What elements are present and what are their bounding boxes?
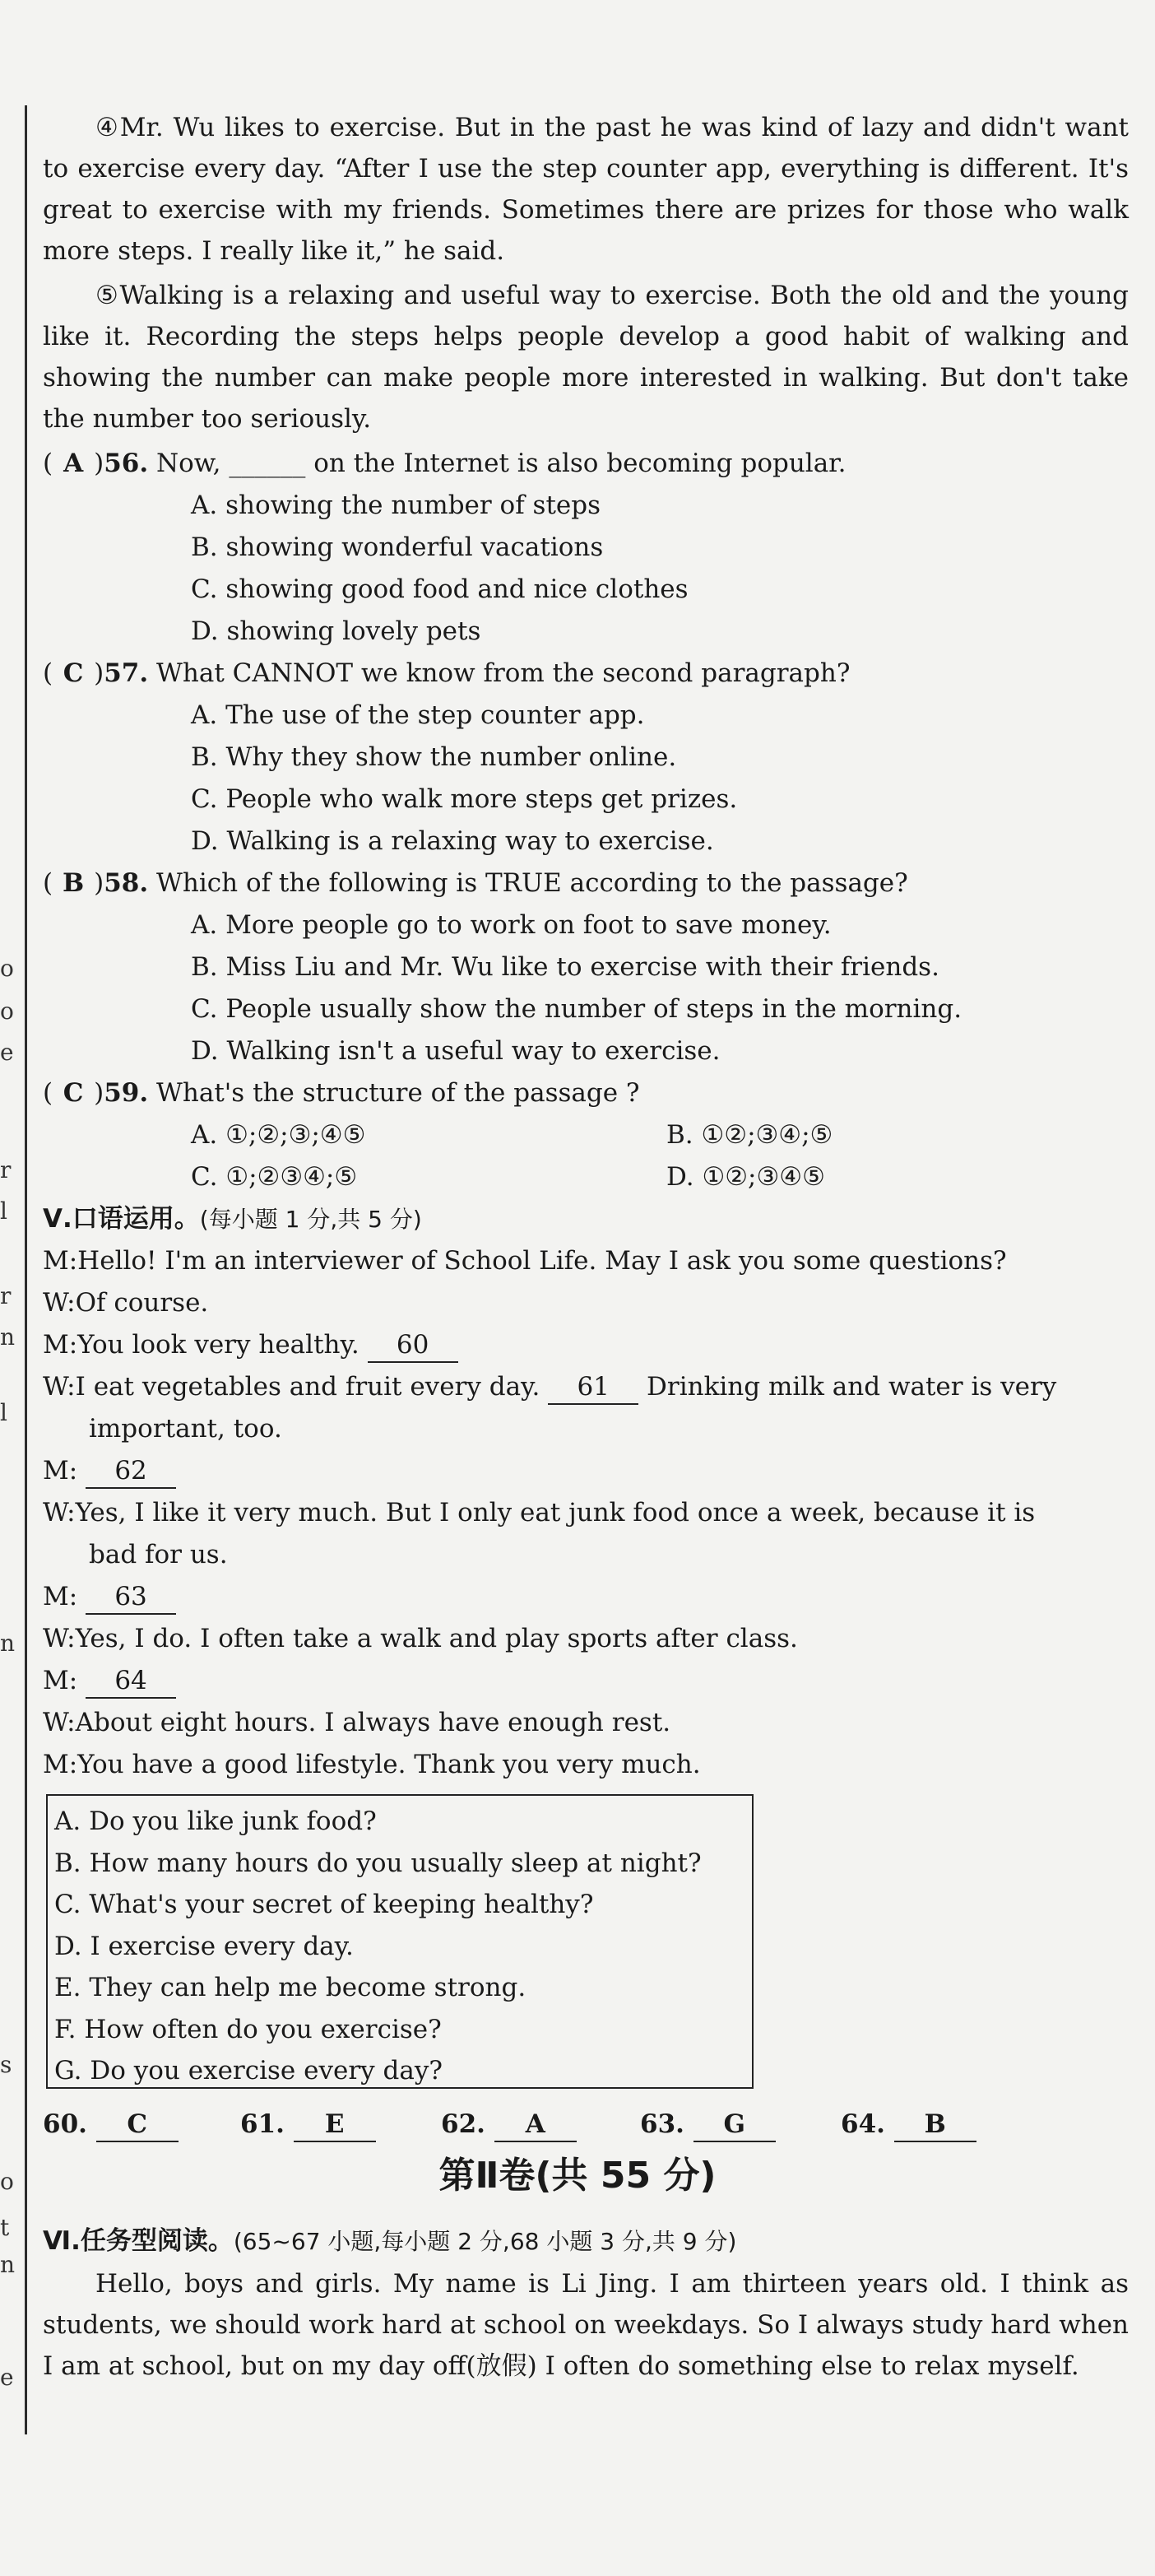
speaker: M: bbox=[43, 1582, 78, 1611]
section-note: (65~67 小题,每小题 2 分,68 小题 3 分,共 9 分) bbox=[233, 2228, 737, 2255]
margin-fragment: o bbox=[0, 997, 14, 1025]
option: C. ①;②③④;⑤ bbox=[191, 1162, 358, 1192]
box-option: E. They can help me become strong. bbox=[54, 1973, 526, 2002]
answer-64 bbox=[841, 2104, 976, 2145]
blank-61: 61 bbox=[548, 1370, 638, 1405]
option: A. More people go to work on foot to save money. bbox=[191, 910, 832, 940]
margin-fragment: n bbox=[0, 1323, 16, 1351]
dialogue-line bbox=[43, 1324, 458, 1365]
box-option: G. Do you exercise every day? bbox=[54, 2056, 443, 2085]
option: A. showing the number of steps bbox=[191, 491, 601, 520]
margin-fragment: n bbox=[0, 1630, 16, 1657]
dialogue-line: W:Yes, I do. I often take a walk and play sports after class. bbox=[43, 1624, 798, 1653]
answer-61 bbox=[240, 2104, 376, 2145]
answer-60 bbox=[43, 2104, 179, 2145]
answer-number: 63. bbox=[640, 2109, 684, 2139]
answer-value: G bbox=[693, 2108, 776, 2142]
question-number: 57. bbox=[104, 658, 149, 688]
section-title: Ⅵ.任务型阅读。 bbox=[43, 2226, 234, 2256]
answer-mark: C bbox=[63, 658, 84, 688]
answer-62 bbox=[441, 2104, 577, 2145]
dialogue-line: important, too. bbox=[89, 1414, 282, 1444]
box-option: F. How often do you exercise? bbox=[54, 2014, 442, 2044]
margin-fragment: e bbox=[0, 2364, 14, 2391]
option: B. Why they show the number online. bbox=[191, 742, 677, 772]
dialogue-line: W:About eight hours. I always have enough rest. bbox=[43, 1708, 671, 1737]
option: D. ①②;③④⑤ bbox=[666, 1162, 825, 1192]
answer-number: 64. bbox=[841, 2109, 885, 2139]
dialogue-line bbox=[43, 1366, 1056, 1407]
option: D. showing lovely pets bbox=[191, 616, 481, 646]
margin-fragment: l bbox=[0, 1197, 7, 1225]
answer-value: E bbox=[294, 2108, 376, 2142]
dialogue-text: W:I eat vegetables and fruit every day. bbox=[43, 1372, 540, 1402]
option: A. The use of the step counter app. bbox=[191, 700, 645, 730]
dialogue-line bbox=[43, 1576, 176, 1617]
question-number: 58. bbox=[104, 868, 149, 898]
box-option: A. Do you like junk food? bbox=[54, 1806, 377, 1836]
blank-62: 62 bbox=[86, 1454, 176, 1489]
dialogue-line: W:Yes, I like it very much. But I only eat junk food once a week, because it is bbox=[43, 1498, 1036, 1527]
reading-passage: Hello, boys and girls. My name is Li Jing. I am thirteen years old. I think as students, we should work hard at school on weekdays. So I always study hard when I am at school, but on my day off(放假) I often do something else to relax myself. bbox=[43, 2269, 1129, 2381]
dialogue-line bbox=[43, 1450, 176, 1491]
answer-mark: C bbox=[63, 1078, 84, 1108]
answer-mark: B bbox=[63, 868, 85, 898]
option: D. Walking is a relaxing way to exercise. bbox=[191, 826, 714, 856]
question-stem: What CANNOT we know from the second paragraph? bbox=[156, 658, 851, 688]
option: D. Walking isn't a useful way to exercise. bbox=[191, 1036, 721, 1066]
box-option: B. How many hours do you usually sleep at night? bbox=[54, 1848, 702, 1878]
margin-fragment: r bbox=[0, 1282, 12, 1309]
dialogue-line: bad for us. bbox=[89, 1540, 228, 1569]
margin-fragment: n bbox=[0, 2251, 16, 2278]
answer-value: B bbox=[894, 2108, 976, 2142]
question-number: 56. bbox=[104, 449, 149, 478]
question-57: ( C )57. What CANNOT we know from the second paragraph? bbox=[43, 653, 850, 694]
answer-value: C bbox=[96, 2108, 179, 2142]
answer-number: 60. bbox=[43, 2109, 87, 2139]
options-box bbox=[46, 1794, 754, 2089]
answer-number: 61. bbox=[240, 2109, 285, 2139]
option: B. showing wonderful vacations bbox=[191, 532, 604, 562]
question-stem: Which of the following is TRUE according to the passage? bbox=[156, 868, 908, 898]
option: C. People usually show the number of steps in the morning. bbox=[191, 994, 962, 1024]
question-56: ( A )56. Now, ______ on the Internet is also becoming popular. bbox=[43, 443, 846, 484]
margin-fragment: o bbox=[0, 955, 14, 982]
answer-number: 62. bbox=[441, 2109, 485, 2139]
question-stem: What's the structure of the passage ? bbox=[156, 1078, 640, 1108]
blank-63: 63 bbox=[86, 1580, 176, 1615]
dialogue-line: M:You have a good lifestyle. Thank you very much. bbox=[43, 1750, 701, 1779]
dialogue-text: Drinking milk and water is very bbox=[647, 1372, 1057, 1402]
section-note: (每小题 1 分,共 5 分) bbox=[199, 1206, 422, 1233]
answer-mark: A bbox=[63, 449, 84, 478]
margin-fragment: t bbox=[0, 2214, 10, 2241]
option: B. ①②;③④;⑤ bbox=[666, 1120, 833, 1150]
part-2-heading: 第Ⅱ卷(共 55 分) bbox=[438, 2155, 717, 2197]
dialogue-line: W:Of course. bbox=[43, 1288, 209, 1318]
passage-paragraph-5: ⑤Walking is a relaxing and useful way to exercise. Both the old and the young like it. Recording the steps helps people develop a good habit of walking and showing the number can make people more interested in walking. But don't take the number too seriously. bbox=[43, 281, 1129, 434]
speaker: M: bbox=[43, 1456, 78, 1486]
box-option: D. I exercise every day. bbox=[54, 1931, 354, 1961]
question-number: 59. bbox=[104, 1078, 149, 1108]
margin-fragment: e bbox=[0, 1039, 14, 1066]
question-59: ( C )59. What's the structure of the passage ? bbox=[43, 1072, 640, 1114]
question-58: ( B )58. Which of the following is TRUE according to the passage? bbox=[43, 863, 908, 904]
blank-64: 64 bbox=[86, 1664, 176, 1699]
margin-rule bbox=[25, 105, 27, 2434]
option: B. Miss Liu and Mr. Wu like to exercise with their friends. bbox=[191, 952, 939, 982]
option: C. showing good food and nice clothes bbox=[191, 574, 689, 604]
box-option: C. What's your secret of keeping healthy? bbox=[54, 1890, 594, 1919]
answer-value: A bbox=[494, 2108, 577, 2142]
margin-fragment: s bbox=[0, 2051, 12, 2078]
passage-paragraph-4: ④Mr. Wu likes to exercise. But in the past he was kind of lazy and didn't want to exercise every day. “After I use the step counter app, everything is different. It's great to exercise with my friends. Sometimes there are prizes for those who walk more steps. I really like it,” he said. bbox=[43, 113, 1129, 266]
dialogue-line bbox=[43, 1660, 176, 1701]
section-5-heading bbox=[43, 1198, 422, 1240]
option: C. People who walk more steps get prizes. bbox=[191, 784, 738, 814]
option: A. ①;②;③;④⑤ bbox=[191, 1120, 366, 1150]
blank-60: 60 bbox=[368, 1328, 458, 1363]
margin-fragment: o bbox=[0, 2168, 14, 2195]
section-title: Ⅴ.口语运用。 bbox=[43, 1204, 200, 1234]
answer-63 bbox=[640, 2104, 776, 2145]
dialogue-line: M:Hello! I'm an interviewer of School Life. May I ask you some questions? bbox=[43, 1246, 1007, 1276]
margin-fragment: l bbox=[0, 1399, 7, 1426]
margin-fragment: r bbox=[0, 1156, 12, 1183]
question-stem: Now, ______ on the Internet is also becoming popular. bbox=[156, 449, 847, 478]
section-6-heading bbox=[43, 2220, 736, 2262]
speaker: M: bbox=[43, 1666, 78, 1695]
dialogue-text: M:You look very healthy. bbox=[43, 1330, 359, 1360]
